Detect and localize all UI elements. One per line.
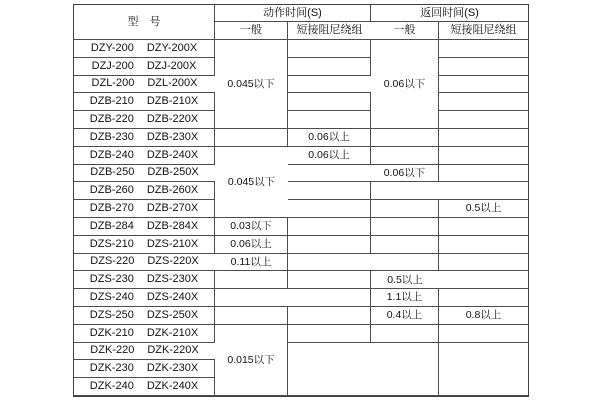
act-general-cell: 0.06以上: [215, 236, 288, 254]
model-text: DZB-220X: [146, 113, 199, 126]
act-damped-cell: [288, 40, 371, 58]
model-text: DZS-220: [90, 255, 135, 268]
ret-general-cell: [371, 236, 439, 254]
model-text: DZB-210: [89, 95, 134, 108]
ret-damped-cell: [439, 40, 528, 58]
act-general-cell: 0.015以下: [215, 325, 288, 396]
model-cell: [74, 307, 215, 325]
model-cell: [74, 58, 215, 76]
act-damped-cell: [288, 218, 371, 236]
model-text: DZK-210X: [146, 326, 199, 339]
model-text: DZK-230X: [146, 362, 199, 375]
ret-damped-cell: [439, 58, 528, 76]
act-general-cell: [215, 289, 288, 307]
model-cell: [74, 111, 215, 129]
model-text: DZK-230: [89, 362, 134, 375]
ret-damped-cell: [439, 165, 528, 183]
ret-damped-cell: [439, 289, 528, 307]
model-text: DZS-240: [89, 291, 134, 304]
action-time-header-cell: 动作时间(S): [215, 5, 371, 22]
act-damped-cell: [288, 289, 371, 307]
act-general-cell: 0.045以下: [215, 40, 288, 129]
return-damped-subheader-cell: 短接阻尼绕组: [439, 22, 528, 40]
model-cell: [74, 76, 215, 94]
act-damped-cell: [288, 343, 371, 396]
act-general-cell: 0.03以下: [215, 218, 288, 236]
model-cell: [74, 147, 215, 165]
model-cell: [74, 325, 215, 343]
model-text: DZB-240: [89, 148, 134, 161]
ret-damped-cell: [439, 129, 528, 147]
ret-damped-cell: [439, 271, 528, 289]
ret-damped-cell: [439, 254, 528, 272]
model-text: DZB-270X: [146, 202, 199, 215]
action-damped-subheader-cell: 短接阻尼绕组: [288, 22, 371, 40]
act-damped-cell: [288, 76, 371, 94]
act-damped-cell: [288, 236, 371, 254]
ret-damped-cell: [439, 111, 528, 129]
model-text: DZJ-200: [91, 59, 134, 72]
act-general-cell: [215, 129, 288, 147]
act-damped-cell: [288, 200, 371, 218]
model-text: DZY-200X: [146, 41, 198, 54]
act-damped-cell: [288, 93, 371, 111]
act-damped-cell: [288, 58, 371, 76]
ret-damped-cell: [439, 218, 528, 236]
ret-damped-cell: [439, 182, 528, 200]
ret-damped-cell: 0.5以上: [439, 200, 528, 218]
model-cell: [74, 254, 215, 272]
model-text: DZB-210X: [146, 95, 199, 108]
act-general-cell: [215, 307, 288, 325]
model-header-cell: 型 号: [74, 5, 215, 40]
model-text: DZB-250X: [147, 166, 199, 179]
act-damped-cell: [288, 111, 371, 129]
act-damped-cell: [288, 165, 371, 183]
model-text: DZS-230X: [146, 273, 199, 286]
action-general-subheader-cell: 一般: [215, 22, 288, 40]
act-damped-cell: 0.06以上: [288, 129, 371, 147]
model-text: DZB-230X: [146, 130, 199, 143]
act-general-cell: [215, 271, 288, 289]
model-text: DZY-200: [90, 41, 134, 54]
act-damped-cell: [288, 254, 371, 272]
model-text: DZB-220: [89, 113, 134, 126]
act-damped-cell: 0.06以上: [288, 147, 371, 165]
ret-general-cell: [371, 218, 439, 236]
model-text: DZS-210: [89, 237, 134, 250]
model-text: DZK-210: [89, 326, 134, 339]
model-text: DZB-260X: [146, 184, 199, 197]
ret-general-cell: 0.5以上: [371, 271, 439, 289]
model-text: DZL-200: [91, 77, 135, 90]
model-text: DZS-220X: [147, 255, 199, 268]
ret-general-cell: [371, 200, 439, 218]
ret-damped-cell: 0.8以上: [439, 307, 528, 325]
model-cell: [74, 360, 215, 378]
model-cell: [74, 289, 215, 307]
ret-damped-cell: [439, 147, 528, 165]
model-text: DZB-230: [89, 130, 134, 143]
ret-general-cell: [371, 147, 439, 165]
model-text: DZK-220X: [147, 344, 199, 357]
return-time-header-cell: 返回时间(S): [371, 5, 528, 22]
ret-general-cell: 0.06以下: [371, 40, 439, 129]
model-text: DZK-240: [89, 380, 134, 393]
spec-table: [73, 4, 529, 397]
model-text: DZB-284X: [146, 219, 199, 232]
model-cell: [74, 182, 215, 200]
ret-damped-cell: [439, 325, 528, 343]
model-text: DZS-240X: [146, 291, 199, 304]
model-text: DZS-250: [89, 308, 134, 321]
model-cell: [74, 129, 215, 147]
model-text: DZS-230: [89, 273, 134, 286]
act-damped-cell: [288, 307, 371, 325]
ret-damped-cell: [439, 236, 528, 254]
act-general-cell: 0.11以上: [215, 254, 288, 272]
ret-damped-cell: [439, 93, 528, 111]
model-cell: [74, 165, 215, 183]
model-text: DZB-240X: [146, 148, 199, 161]
model-cell: [74, 236, 215, 254]
ret-damped-cell: [439, 76, 528, 94]
model-text: DZB-250: [90, 166, 135, 179]
model-text: DZS-210X: [146, 237, 199, 250]
ret-general-cell: 1.1以上: [371, 289, 439, 307]
model-text: DZB-284: [89, 219, 134, 232]
model-cell: [74, 93, 215, 111]
model-cell: [74, 378, 215, 396]
ret-general-cell: 0.06以下: [371, 165, 439, 183]
model-text: DZJ-200X: [146, 59, 197, 72]
ret-general-cell: [371, 325, 439, 343]
return-general-subheader-cell: 一般: [371, 22, 439, 40]
model-cell: [74, 343, 215, 361]
ret-damped-cell: [439, 343, 528, 396]
model-text: DZL-200X: [147, 77, 198, 90]
model-text: DZS-250X: [146, 308, 199, 321]
model-text: DZB-260: [89, 184, 134, 197]
model-cell: [74, 218, 215, 236]
model-cell: [74, 271, 215, 289]
ret-general-cell: 0.4以上: [371, 307, 439, 325]
act-damped-cell: [288, 271, 371, 289]
ret-general-cell: [371, 343, 439, 396]
model-text: DZK-220: [90, 344, 135, 357]
ret-general-cell: [371, 182, 439, 200]
ret-general-cell: [371, 129, 439, 147]
model-text: DZK-240X: [146, 380, 199, 393]
model-text: DZB-270: [89, 202, 134, 215]
act-damped-cell: [288, 325, 371, 343]
act-general-cell: 0.045以下: [215, 147, 288, 218]
model-cell: [74, 40, 215, 58]
act-damped-cell: [288, 182, 371, 200]
ret-general-cell: [371, 254, 439, 272]
model-cell: [74, 200, 215, 218]
